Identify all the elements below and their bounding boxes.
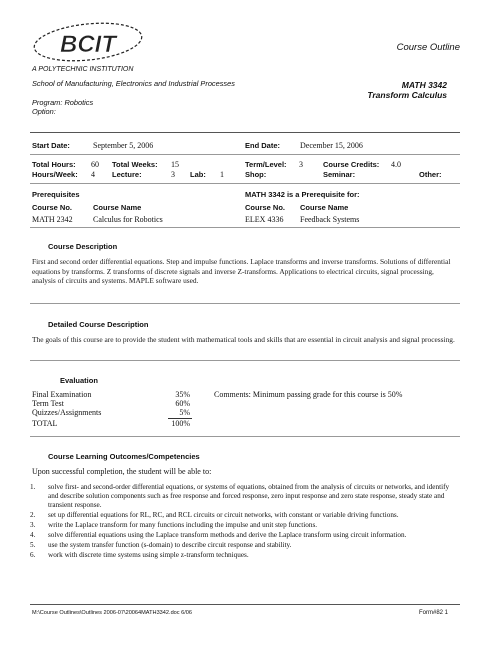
start-date-value: September 5, 2006 (93, 141, 154, 150)
doc-type: Course Outline (396, 42, 460, 53)
outcomes-title: Course Learning Outcomes/Competencies (48, 452, 200, 461)
prereq-col-course-name: Course Name (93, 203, 142, 212)
lecture-label: Lecture: (112, 170, 142, 179)
term-value: 3 (299, 160, 303, 169)
evaluation-title: Evaluation (60, 376, 98, 385)
list-item-text: write the Laplace transform for many functions including the impulse and unit step functions. (48, 521, 318, 529)
evaluation-item: Quizzes/Assignments (32, 408, 102, 417)
evaluation-comments: Comments: Minimum passing grade for this course is 50% (214, 390, 403, 399)
list-item-number: 4. (30, 531, 36, 540)
course-code: MATH 3342 (401, 80, 447, 90)
total-weeks-label: Total Weeks: (112, 160, 158, 169)
list-item (30, 483, 460, 510)
prereq-for-title: MATH 3342 is a Prerequisite for: (245, 190, 360, 199)
prereq-course-no: MATH 2342 (32, 215, 73, 224)
lab-value: 1 (220, 170, 224, 179)
shop-label: Shop: (245, 170, 267, 179)
total-weeks-value: 15 (171, 160, 179, 169)
list-item-number: 2. (30, 510, 36, 519)
description-divider (30, 303, 460, 304)
detailed-description-text: The goals of this course are to provide the student with mathematical tools and skills that are essential in circuit analysis and signal processing. (32, 335, 455, 344)
other-label: Other: (419, 170, 442, 179)
bcit-logo (30, 20, 150, 66)
footer-divider (30, 604, 460, 605)
credits-value: 4.0 (391, 160, 401, 169)
evaluation-pct: 35% (175, 390, 190, 399)
logo-text: BCIT (60, 31, 116, 58)
total-hours-label: Total Hours: (32, 160, 76, 169)
list-item-text: work with discrete time systems using simple z-transform techniques. (48, 551, 249, 560)
footer-file-path: M:\Course Outlines\Outlines 2006-07\20064MATH3342.doc 6/06 (32, 610, 193, 616)
seminar-label: Seminar: (323, 170, 356, 179)
evaluation-item: TOTAL (32, 419, 58, 428)
header-divider (30, 132, 460, 133)
program: Program: Robotics (32, 98, 94, 107)
list-item (30, 531, 460, 540)
detailed-divider (30, 360, 460, 361)
list-item-number: 1. (30, 483, 36, 491)
lecture-value: 3 (171, 170, 175, 179)
course-title: Transform Calculus (367, 90, 447, 100)
end-date-value: December 15, 2006 (300, 141, 363, 150)
detailed-description-title: Detailed Course Description (48, 320, 149, 329)
credits-label: Course Credits: (323, 160, 380, 169)
prereq-for-course-name: Feedback Systems (300, 215, 360, 224)
hours-week-label: Hours/Week: (32, 170, 78, 179)
option: Option: (32, 107, 56, 116)
evaluation-pct: 5% (179, 408, 190, 417)
prereq-for-course-no: ELEX 4336 (245, 215, 284, 224)
school-name: School of Manufacturing, Electronics and Industrial Processes (32, 79, 235, 88)
course-description-title: Course Description (48, 242, 118, 251)
list-item (30, 511, 460, 520)
prereq-for-col-course-no: Course No. (245, 203, 286, 212)
list-item-number: 5. (30, 541, 36, 550)
prereq-divider (30, 227, 460, 228)
list-item-text: solve differential equations using the Laplace transform methods and derive the Laplace transform using circuit information. (48, 531, 407, 540)
outcomes-list (30, 483, 460, 561)
prereq-course-name: Calculus for Robotics (93, 215, 163, 224)
term-label: Term/Level: (245, 160, 287, 169)
end-date-label: End Date: (245, 141, 281, 150)
list-item-text: set up differential equations for RL, RC, and RCL circuits or circuit networks, with constant or variable driving functions. (48, 510, 399, 519)
evaluation-item: Term Test (32, 399, 64, 408)
prerequisites-title: Prerequisites (32, 190, 80, 199)
list-item (30, 521, 460, 530)
start-date-label: Start Date: (32, 141, 70, 150)
list-item-text: use the system transfer function (s-domain) to describe circuit response and stability. (48, 541, 292, 550)
prereq-for-col-course-name: Course Name (300, 203, 349, 212)
institution-tagline: A POLYTECHNIC INSTITUTION (32, 66, 134, 73)
footer-form-number: Form#82 1 (418, 610, 448, 616)
evaluation-pct: 100% (171, 419, 190, 428)
list-item-text: solve first- and second-order differential equations, or systems of equations, obtained from the analysis of circuits or networks, and identify and describe solution components such as free response and forced response, zero input response and zero state response, steady state and transient response. (48, 483, 450, 509)
hours-divider (30, 183, 460, 184)
hours-week-value: 4 (91, 170, 95, 179)
list-item-number: 3. (30, 521, 36, 529)
dates-divider (30, 154, 460, 155)
total-hours-value: 60 (91, 160, 99, 169)
list-item (30, 541, 460, 550)
evaluation-divider (30, 436, 460, 437)
evaluation-pct: 60% (175, 399, 190, 408)
evaluation-item: Final Examination (32, 390, 92, 399)
course-description-text: First and second order differential equations. Step and impulse functions. Laplace transforms and inverse transforms. Solutions of differential equations by transforms. Z transforms of discrete signals and inverse Z-transforms. Applications to electrical circuits, signal processing, analysis of circuits and systems. MAPLE software used. (32, 257, 451, 286)
list-item (30, 551, 460, 560)
prereq-col-course-no: Course No. (32, 203, 73, 212)
outcomes-intro: Upon successful completion, the student will be able to: (32, 467, 212, 476)
list-item-number: 6. (30, 551, 36, 560)
lab-label: Lab: (190, 170, 206, 179)
